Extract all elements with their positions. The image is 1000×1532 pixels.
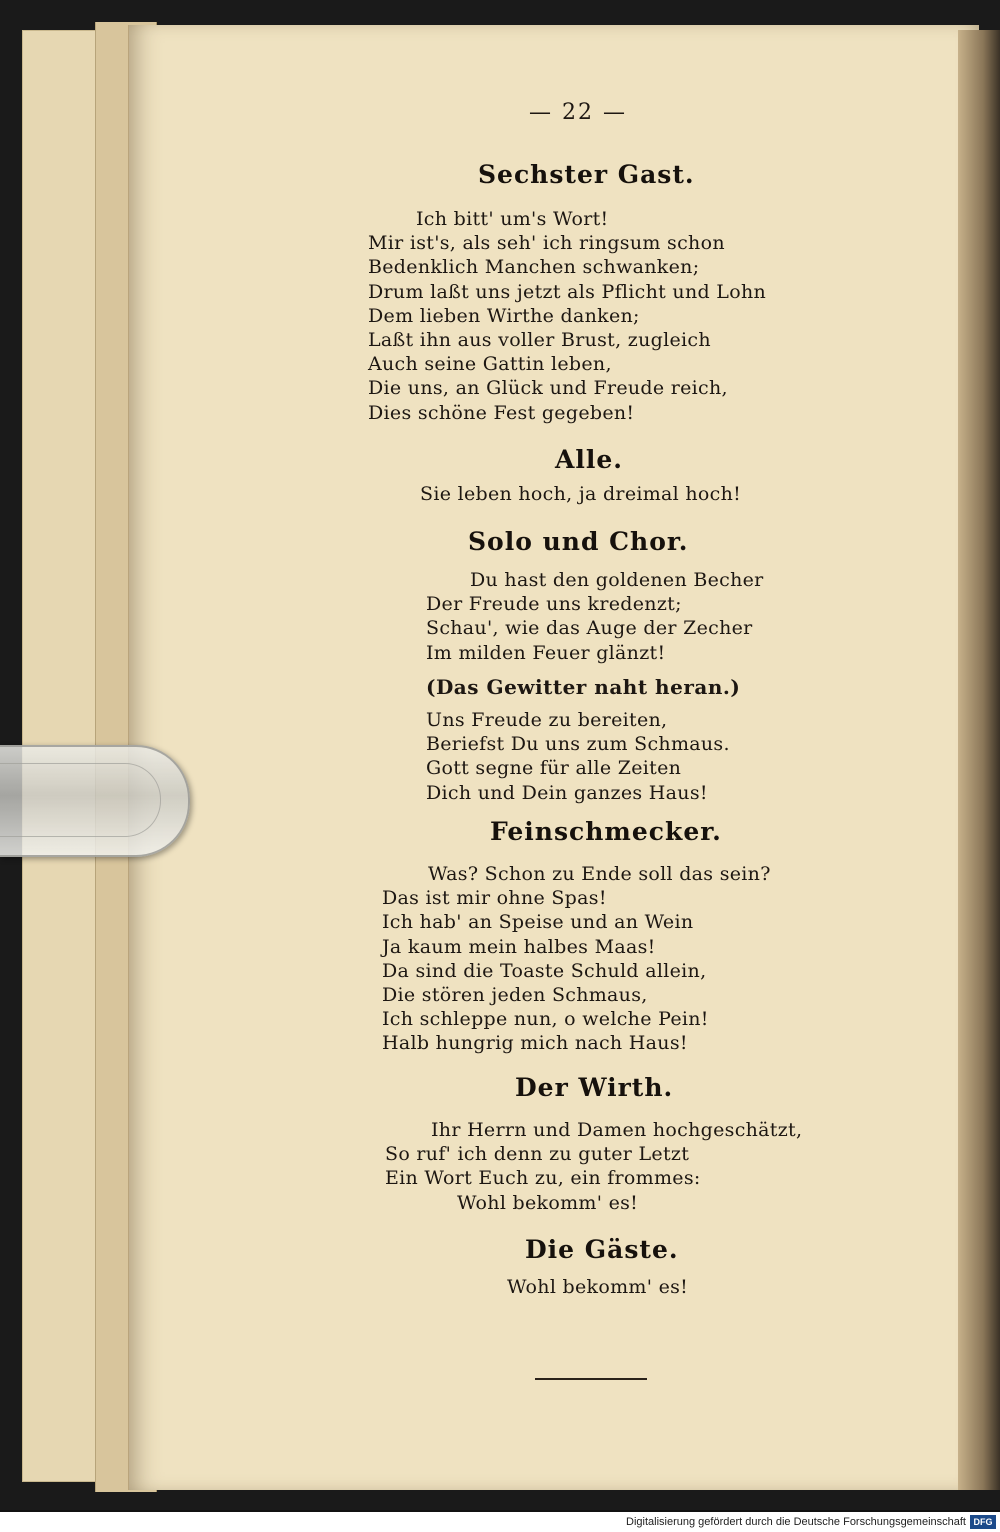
verse-line: Du hast den goldenen Becher [470,569,764,591]
verse-block [368,207,766,425]
section-heading: Sechster Gast. [478,160,695,189]
footer-bar [0,1512,1000,1532]
verse-line: Dich und Dein ganzes Haus! [426,781,708,804]
verse-block [426,708,730,805]
book-binding-edge [958,30,1000,1490]
stage-direction: (Das Gewitter naht heran.) [426,675,741,699]
verse-block [385,1118,802,1215]
verse-line: Uns Freude zu bereiten, [426,709,668,731]
verse-line: Dies schöne Fest gegeben! [368,401,635,424]
page-number: — 22 — [529,100,627,125]
verse-line: Wohl bekomm' es! [507,1276,689,1298]
verse-line: Beriefst Du uns zum Schmaus. [426,733,730,756]
verse-block [507,1275,688,1299]
verse-line: So ruf' ich denn zu guter Letzt [385,1143,690,1166]
section-heading: Der Wirth. [515,1073,674,1102]
verse-line: Ihr Herrn und Damen hochgeschätzt, [431,1119,803,1141]
verse-line: Laßt ihn aus voller Brust, zugleich [368,329,711,352]
verse-block [420,482,741,506]
footer-credit: Digitalisierung gefördert durch die Deutsche Forschungsgemeinschaft [626,1516,966,1528]
verse-line: Ja kaum mein halbes Maas! [382,935,656,958]
verse-line: Sie leben hoch, ja dreimal hoch! [420,483,742,505]
verse-line: Schau', wie das Auge der Zecher [426,617,753,640]
verse-line: Bedenklich Manchen schwanken; [368,256,700,279]
verse-block [382,862,771,1056]
section-heading: Die Gäste. [525,1235,679,1264]
verse-line: Auch seine Gattin leben, [368,353,612,376]
dfg-logo-icon: DFG [970,1515,996,1529]
verse-block [426,568,764,665]
verse-line: Die stören jeden Schmaus, [382,984,648,1007]
section-heading: Alle. [555,445,624,474]
verse-line: Ich schleppe nun, o welche Pein! [382,1008,709,1031]
closing-rule [535,1378,647,1380]
verse-line: Im milden Feuer glänzt! [426,641,666,664]
verse-line: Das ist mir ohne Spas! [382,887,607,910]
section-heading: Feinschmecker. [490,817,722,846]
verse-line: Halb hungrig mich nach Haus! [382,1032,688,1055]
page-clip-inner [0,763,161,837]
verse-line: Ich bitt' um's Wort! [416,208,609,230]
verse-line: Drum laßt uns jetzt als Pflicht und Lohn [368,280,767,303]
section-heading: Solo und Chor. [468,527,689,556]
page-clip [0,745,190,857]
verse-line: Wohl bekomm' es! [457,1191,639,1214]
verse-line: Gott segne für alle Zeiten [426,757,682,780]
verse-line: Der Freude uns kredenzt; [426,593,682,616]
verse-line: Ein Wort Euch zu, ein frommes: [385,1167,701,1190]
verse-line: Was? Schon zu Ende soll das sein? [428,863,771,885]
verse-line: Dem lieben Wirthe danken; [368,304,640,327]
verse-line: Die uns, an Glück und Freude reich, [368,377,728,400]
verse-line: Mir ist's, als seh' ich ringsum schon [368,232,725,255]
verse-line: Da sind die Toaste Schuld allein, [382,959,707,982]
verse-line: Ich hab' an Speise und an Wein [382,911,694,934]
